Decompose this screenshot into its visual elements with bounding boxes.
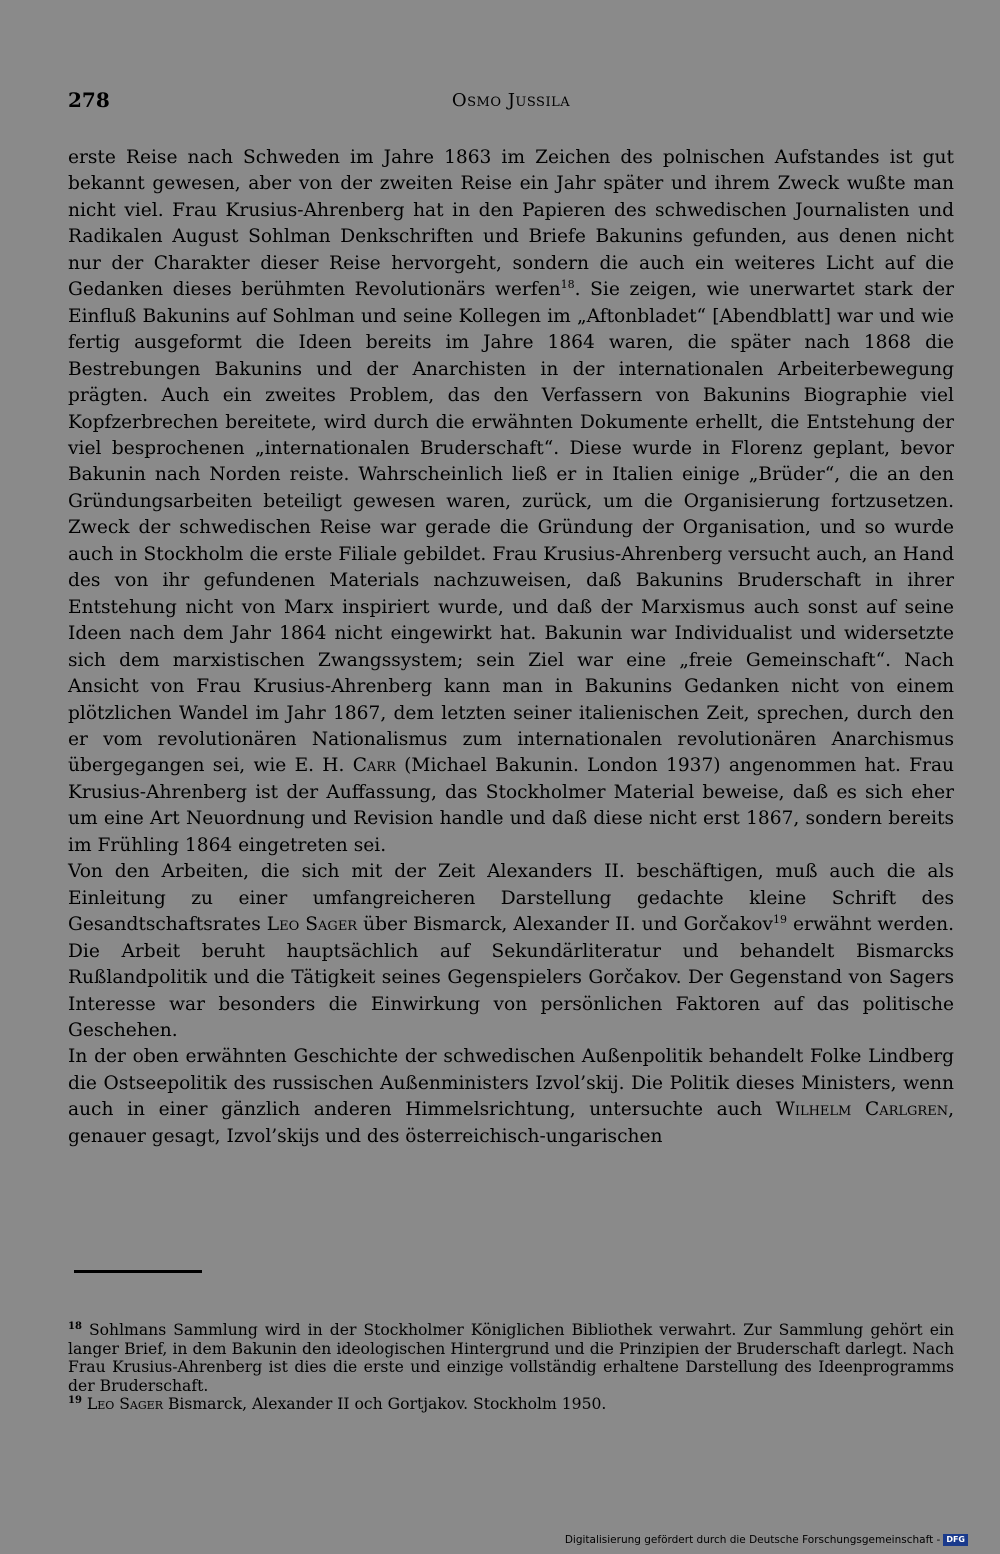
- running-head-author: Osmo Jussila: [451, 90, 571, 111]
- footnote-author: Leo Sager: [86, 1395, 163, 1414]
- text-run: erwähnt werden. Die Arbeit beruht hauptsächlich auf Sekundärliteratur und behandelt Bismarcks Rußlandpolitik und die Tätigkeit seines Gegenspielers Gorčakov. Der Gegenstand von Sagers Interesse war besonders die Einwirkung von persönlichen Faktoren auf das politische Geschehen.: [68, 914, 954, 1041]
- credit-text: Digitalisierung gefördert durch die Deutsche Forschungsgemeinschaft -: [564, 1534, 941, 1546]
- footnote-18: [68, 1321, 954, 1395]
- footnote-number: 18: [68, 1320, 82, 1332]
- digitization-credit: [565, 1534, 968, 1546]
- text-run: , genauer gesagt, Izvol’skijs und des österreichisch-ungarischen: [68, 1099, 954, 1147]
- page-number: 278: [68, 88, 110, 112]
- footnote-text: Sohlmans Sammlung wird in der Stockholmer Königlichen Bibliothek verwahrt. Zur Sammlung gehört ein langer Brief, in dem Bakunin den ideologischen Hintergrund und die Prinzipien der Bruderschaft darlegt. Nach Frau Krusius-Ahrenberg ist dies die erste und einzige vollständig erhaltene Darstellung des Ideenprogramms der Bruderschaft.: [68, 1321, 954, 1395]
- footnote-ref-19[interactable]: 19: [773, 912, 788, 926]
- paragraph: [68, 145, 954, 859]
- text-run: erste Reise nach Schweden im Jahre 1863 im Zeichen des polnischen Aufstandes ist gut bekannt gewesen, aber von der zweiten Reise ein Jahr später und ihrem Zweck wußte man nicht viel. Frau Krusius-Ahrenberg hat in den Papieren des schwedischen Journalisten und Radikalen August Sohlman Denkschriften und Briefe Bakunins gefunden, aus denen nicht nur der Charakter dieser Reise hervorgeht, sondern die auch ein weiteres Licht auf die Gedanken dieses berühmten Revolutionärs werfen: [68, 147, 954, 301]
- footnote-separator: [74, 1270, 202, 1273]
- author-name-carr: Carr: [352, 755, 396, 777]
- body-text: [68, 145, 954, 1150]
- footnotes: [68, 1321, 954, 1414]
- author-name-sager: Leo Sager: [266, 914, 358, 936]
- footnote-ref-18[interactable]: 18: [560, 278, 575, 292]
- footnote-19: [68, 1395, 954, 1414]
- text-run: . Sie zeigen, wie unerwartet stark der Einfluß Bakunins auf Sohlman und seine Kollegen im „Aftonbladet“ [Abendblatt] war und wie fertig ausgeformt die Ideen bereits im Jahre 1864 waren, die später nach 1868 die Bestrebungen Bakunins und der Anarchisten in der internationalen Arbeiterbewegung prägten. Auch ein zweites Problem, das den Verfassern von Bakunins Biographie viel Kopfzerbrechen bereitete, wird durch die erwähnten Dokumente erhellt, die Entstehung der viel besprochenen „internationalen Bruderschaft“. Diese wurde in Florenz geplant, bevor Bakunin nach Norden reiste. Wahrscheinlich ließ er in Italien einige „Brüder“, die an den Gründungsarbeiten beteiligt gewesen waren, zurück, um die Organisierung fortzusetzen. Zweck der schwedischen Reise war gerade die Gründung der Organisation, und so wurde auch in Stockholm die erste Filiale gebildet. Frau Krusius-Ahrenberg versucht auch, an Hand des von ihr gefundenen Materials nachzuweisen, daß Bakunins Bruderschaft in ihrer Entstehung nicht von Marx inspiriert wurde, und daß der Marxismus auch sonst auf seine Ideen nach dem Jahr 1864 nicht eingewirkt hat. Bakunin war Individualist und widersetzte sich dem marxistischen Zwangssystem; sein Ziel war eine „freie Gemeinschaft“. Nach Ansicht von Frau Krusius-Ahrenberg kann man in Bakunins Gedanken nicht von einem plötzlichen Wandel im Jahr 1867, dem letzten seiner italienischen Zeit, sprechen, durch den er vom revolutionären Nationalismus zum internationalen revolutionären Anarchismus übergegangen sei, wie E. H.: [68, 279, 955, 777]
- footnote-number: 19: [68, 1395, 82, 1407]
- paragraph: [68, 1044, 954, 1150]
- text-run: über Bismarck, Alexander II. und Gorčakov: [357, 914, 774, 936]
- running-head: [68, 88, 954, 118]
- dfg-logo: DFG: [943, 1534, 968, 1546]
- text-run: (Michael Bakunin. London 1937) angenommen hat. Frau Krusius-Ahrenberg ist der Auffassung, das Stockholmer Material beweise, daß es sich eher um eine Art Neuordnung und Revision handle und daß diese nicht erst 1867, sondern bereits im Frühling 1864 eingetreten sei.: [68, 755, 955, 856]
- author-name-carlgren: Wilhelm Carlgren: [775, 1099, 949, 1121]
- paragraph: [68, 859, 954, 1044]
- text-run: Von den Arbeiten, die sich mit der Zeit Alexanders II. beschäftigen, muß auch die als Einleitung zu einer umfangreicheren Darstellung gedachte kleine Schrift des Gesandtschaftsrates: [68, 861, 954, 936]
- text-run: In der oben erwähnten Geschichte der schwedischen Außenpolitik behandelt Folke Lindberg die Ostseepolitik des russischen Außenministers Izvol’skij. Die Politik dieses Ministers, wenn auch in einer gänzlich anderen Himmelsrichtung, untersuchte auch: [68, 1046, 954, 1121]
- footnote-text: Bismarck, Alexander II och Gortjakov. Stockholm 1950.: [162, 1395, 607, 1414]
